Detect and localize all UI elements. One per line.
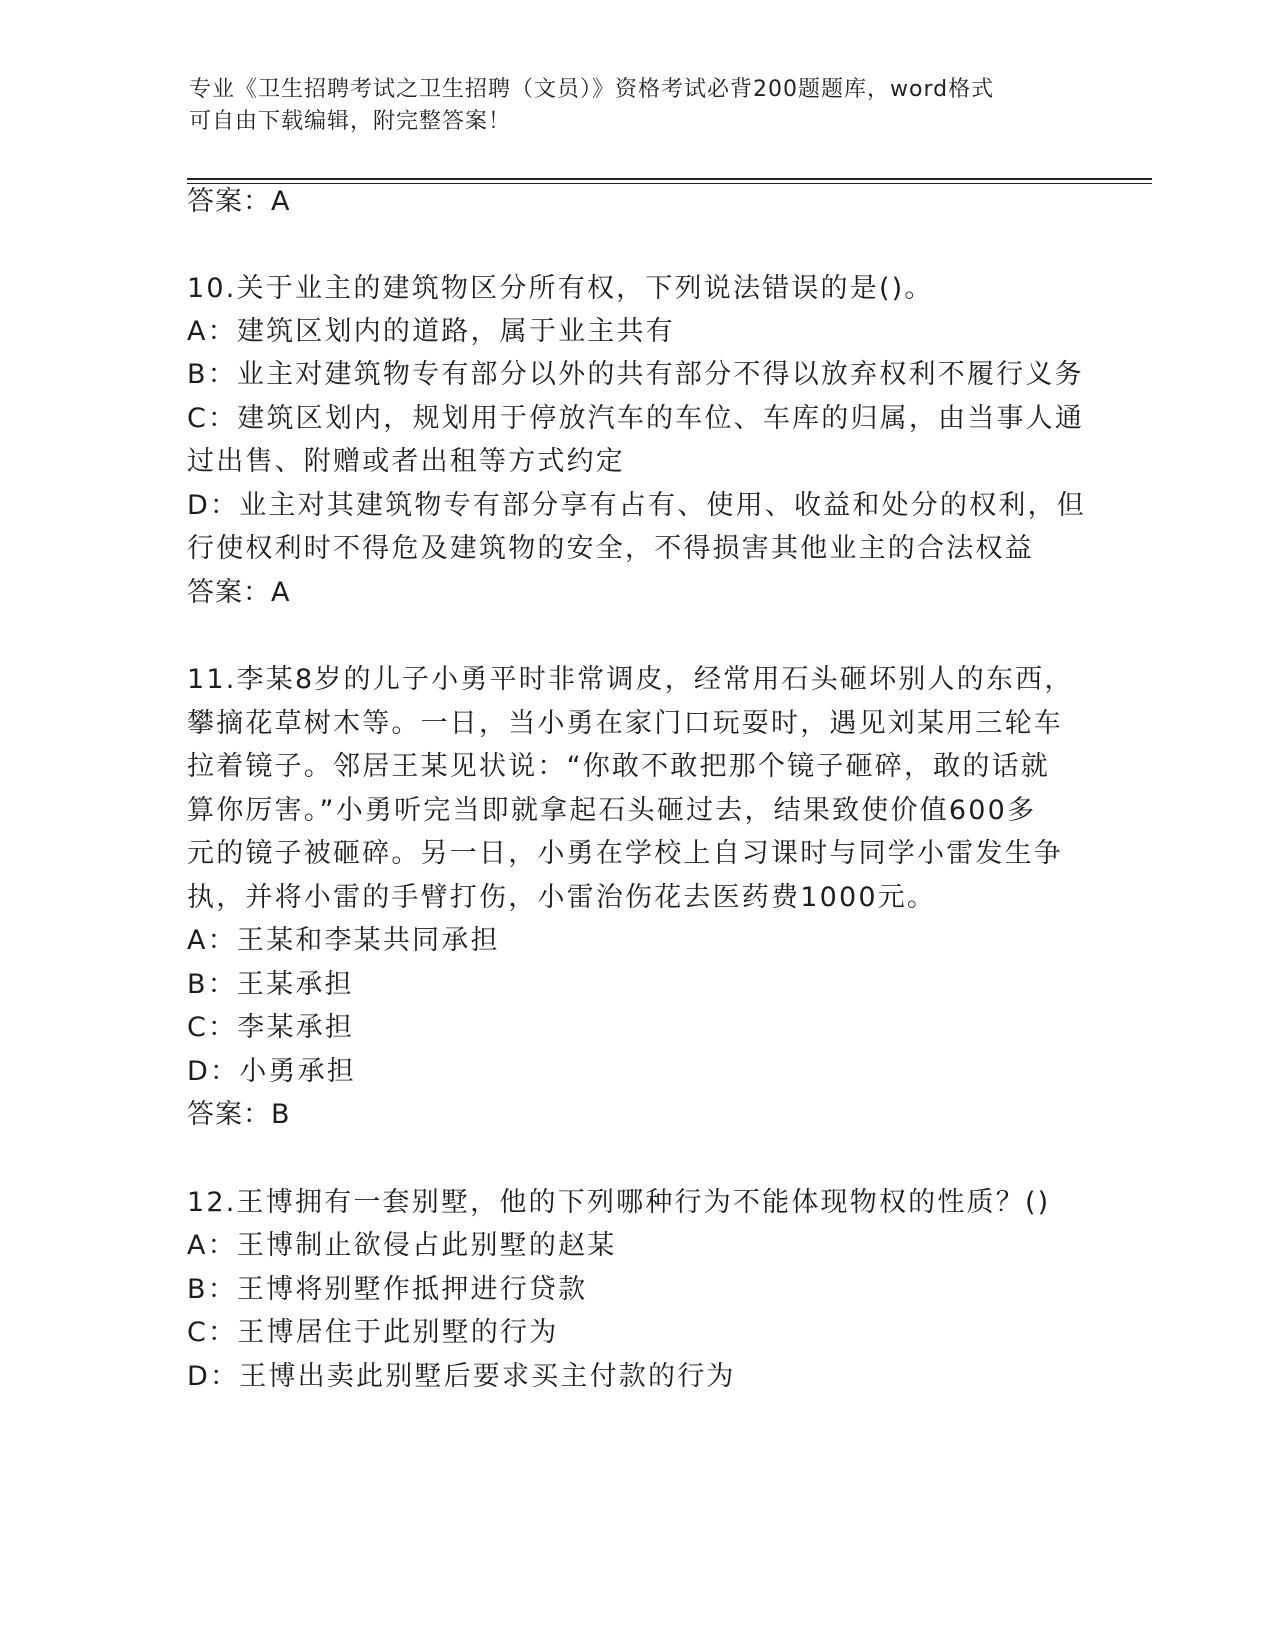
question-12-option-d: D：王博出卖此别墅后要求买主付款的行为 [187, 1361, 736, 1392]
header-line-2: 可自由下载编辑，附完整答案！ [189, 109, 512, 134]
question-12-option-c: C：王博居住于此别墅的行为 [187, 1317, 559, 1348]
header-divider-thin [187, 183, 1152, 184]
question-10-stem: 10.关于业主的建筑物区分所有权，下列说法错误的是()。 [187, 273, 934, 304]
question-10-option-a: A：建筑区划内的道路，属于业主共有 [187, 316, 675, 347]
document-header [189, 74, 1089, 138]
question-11-stem-1: 11.李某8岁的儿子小勇平时非常调皮，经常用石头砸坏别人的东西， [187, 664, 1074, 695]
header-divider-thick [187, 178, 1152, 180]
question-10-option-b: B：业主对建筑物专有部分以外的共有部分不得以放弃权利不履行义务 [187, 359, 1084, 390]
question-11-stem-4: 算你厉害。”小勇听完当即就拿起石头砸过去，结果致使价值600多 [187, 795, 1037, 826]
question-12-option-a: A：王博制止欲侵占此别墅的赵某 [187, 1230, 617, 1261]
question-10-answer: 答案：A [187, 577, 291, 608]
question-10-option-d: D：业主对其建筑物专有部分享有占有、使用、收益和处分的权利，但 [187, 490, 1086, 521]
question-11-option-a: A：王某和李某共同承担 [187, 925, 500, 956]
question-11-stem-5: 元的镜子被砸碎。另一日，小勇在学校上自习课时与同学小雷发生争 [187, 838, 1063, 869]
question-11-answer: 答案：B [187, 1099, 291, 1130]
question-11-option-c: C：李某承担 [187, 1012, 355, 1043]
question-11-option-b: B：王某承担 [187, 969, 354, 1000]
question-11-option-d: D：小勇承担 [187, 1056, 356, 1087]
question-11-stem-6: 执，并将小雷的手臂打伤，小雷治伤花去医药费1000元。 [187, 882, 937, 913]
question-11-stem-3: 拉着镜子。邻居王某见状说：“你敢不敢把那个镜子砸碎，敢的话就 [187, 751, 1050, 782]
question-12-stem: 12.王博拥有一套别墅，他的下列哪种行为不能体现物权的性质？() [187, 1187, 1051, 1218]
header-line-1: 专业《卫生招聘考试之卫生招聘（文员）》资格考试必背200题题库，word格式 [189, 77, 995, 102]
question-10-option-c: C：建筑区划内，规划用于停放汽车的车位、车库的归属，由当事人通 [187, 403, 1085, 434]
answer-line: 答案：A [187, 186, 291, 217]
question-10-option-d-cont: 行使权利时不得危及建筑物的安全，不得损害其他业主的合法权益 [187, 533, 1034, 564]
question-10-option-c-cont: 过出售、附赠或者出租等方式约定 [187, 446, 625, 477]
question-12-option-b: B：王博将别墅作抵押进行贷款 [187, 1274, 588, 1305]
question-11-stem-2: 攀摘花草树木等。一日，当小勇在家门口玩耍时，遇见刘某用三轮车 [187, 708, 1063, 739]
